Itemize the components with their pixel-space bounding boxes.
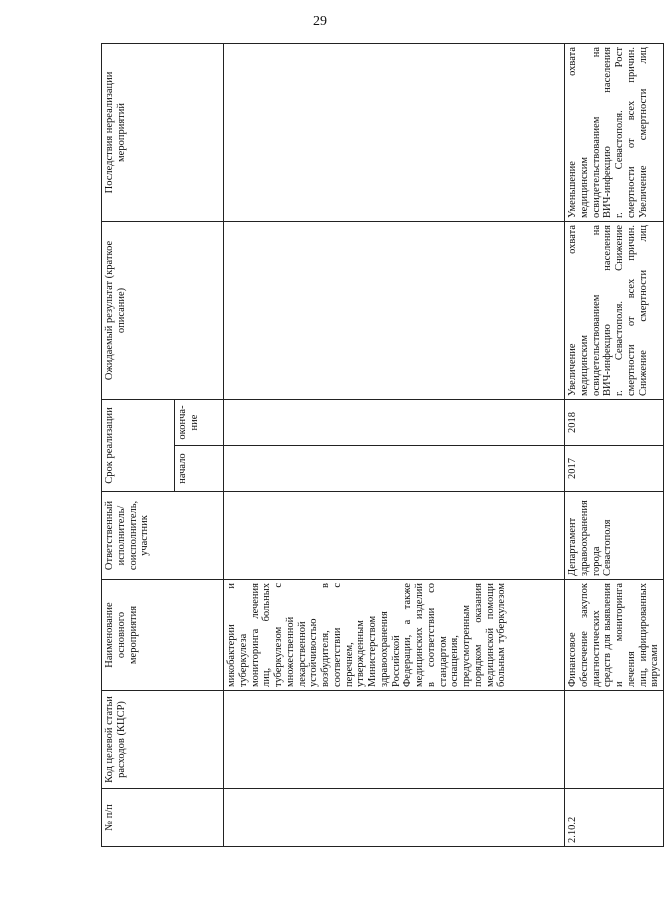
rotated-table-area — [101, 44, 661, 847]
text-line: медицинским — [578, 156, 590, 218]
text-line: в соответствии со — [425, 583, 437, 687]
header-kdsr: Код целевой статьи расходов (КЦСР) — [102, 691, 224, 789]
text-line: предусмотренным — [461, 605, 472, 687]
text-line: Снижение смертности лиц — [637, 224, 649, 396]
text-line: возбудителя, в — [320, 583, 331, 687]
header-start: начало — [175, 446, 224, 492]
text-line: множественной — [284, 616, 296, 687]
text-line: Министерством — [367, 615, 378, 687]
cont-kdsr-cell — [224, 691, 565, 789]
header-responsible: Ответственный исполнитель/ соисполнитель, участник — [102, 492, 224, 580]
text-line: смертности от всех причин. — [625, 224, 637, 396]
cont-consequences-cell — [224, 43, 565, 221]
cont-end-cell — [224, 399, 565, 445]
text-line: Увеличение охвата — [567, 224, 578, 396]
header-row — [102, 43, 175, 846]
text-line: Финансовое — [567, 632, 578, 687]
text-line: смертности от всех причин. — [625, 46, 637, 218]
text-line: г. Севастополя. Снижение — [614, 224, 625, 396]
header-consequences: Последствия нереализации мероприятий — [102, 43, 224, 221]
text-line: здравоохранения — [378, 611, 390, 687]
row-start: 2017 — [565, 446, 664, 492]
header-name: Наименование основного мероприятия — [102, 580, 224, 691]
text-line: ВИЧ-инфекцию населения — [602, 224, 614, 396]
text-line: соответствии с — [331, 583, 343, 687]
header-result: Ожидаемый результат (краткое описание) — [102, 221, 224, 399]
text-line: медицинской помощи — [484, 583, 496, 687]
text-line: лиц, инфицированных — [637, 583, 649, 687]
row-num: 2.10.2 — [565, 789, 664, 847]
text-line: здравоохранения — [578, 500, 590, 576]
text-line: лиц, больных — [261, 583, 273, 687]
text-line: освидетельствованием на — [590, 46, 602, 218]
text-line: города Севастополя — [590, 519, 614, 576]
header-end: оконча-ние — [175, 399, 224, 445]
text-line: освидетельствованием на — [590, 224, 602, 396]
text-line: порядком оказания — [472, 583, 484, 687]
cont-num-cell — [224, 789, 565, 847]
text-line: перечнем, — [343, 642, 355, 687]
text-line: вирусами — [649, 644, 661, 687]
text-line: диагностических — [590, 610, 602, 687]
row-end: 2018 — [565, 399, 664, 445]
text-line: мониторинга лечения — [249, 583, 261, 687]
text-line: стандартом оснащения, — [437, 635, 461, 687]
row-name — [565, 580, 664, 691]
text-line: медицинских изделий — [414, 583, 425, 687]
table-row-continuation — [224, 43, 565, 846]
header-period: Срок реализации — [102, 399, 175, 491]
text-line: туберкулеза — [237, 633, 249, 687]
cont-responsible-cell — [224, 492, 565, 580]
row-kdsr — [565, 691, 664, 789]
text-line: средств для выявления — [602, 583, 614, 687]
text-line: г. Севастополя. Рост — [614, 46, 625, 218]
page-number: 29 — [313, 14, 327, 29]
text-line: Уменьшение охвата — [567, 46, 578, 218]
row-consequences — [565, 43, 664, 221]
cont-name-cell — [224, 580, 565, 691]
program-measures-table — [101, 43, 664, 847]
rotated-table-content — [101, 44, 661, 847]
text-line: больным туберкулезом — [496, 583, 508, 687]
text-line: Увеличение смертности лиц — [637, 46, 649, 218]
text-line: устойчивостью — [308, 618, 320, 687]
text-line: и мониторинга лечения — [614, 583, 637, 687]
row-result — [565, 221, 664, 399]
cont-start-cell — [224, 446, 565, 492]
text-line: медицинским — [578, 334, 590, 396]
table-row-2-10-2 — [565, 43, 664, 846]
text-line: Российской — [390, 635, 402, 687]
text-line: утвержденным — [355, 620, 367, 687]
text-line: микобактерии и — [226, 583, 237, 687]
header-num: № п/п — [102, 789, 224, 847]
text-line: обеспечение закупок — [578, 583, 590, 687]
text-line: туберкулезом с — [273, 583, 284, 687]
row-responsible — [565, 492, 664, 580]
text-line: Департамент — [567, 517, 578, 576]
text-line: Федерации, а также — [402, 583, 414, 687]
text-line: лекарственной — [296, 621, 308, 687]
text-line: ВИЧ-инфекцию населения — [602, 46, 614, 218]
cont-result-cell — [224, 221, 565, 399]
